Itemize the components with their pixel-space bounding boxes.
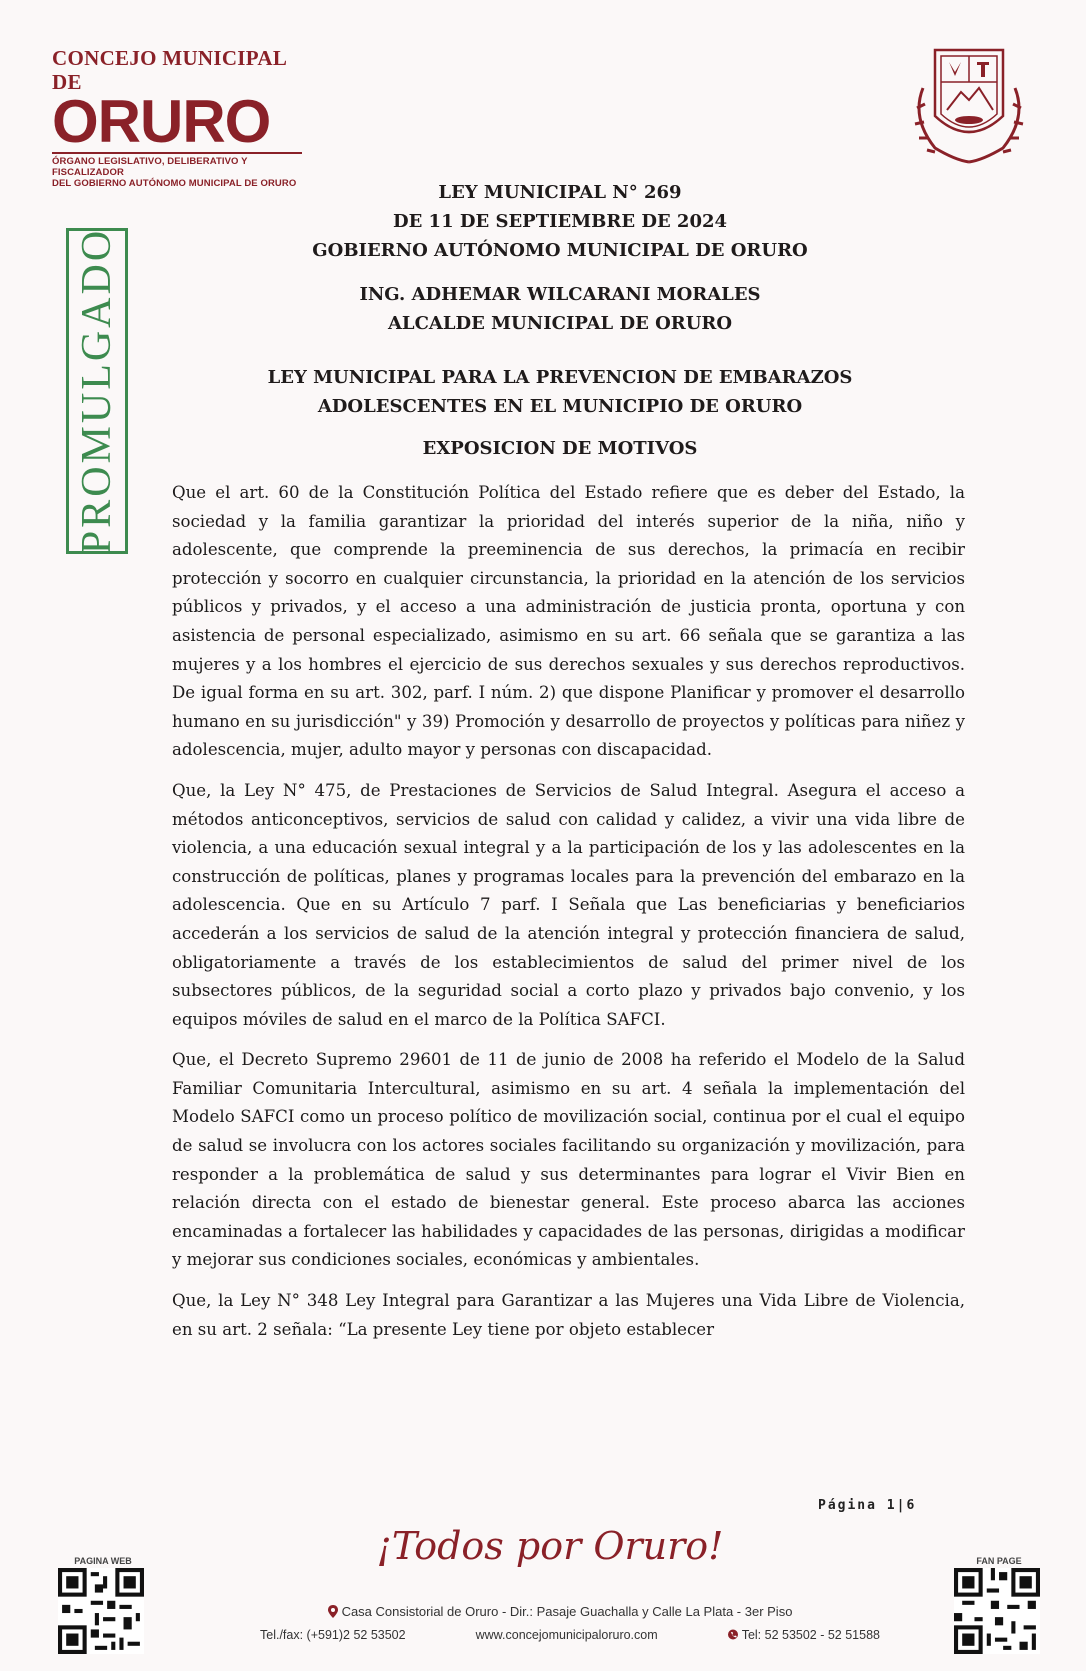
law-title-line-1: LEY MUNICIPAL PARA LA PREVENCION DE EMBARAZOS	[267, 367, 853, 388]
stamp-text: PROMULGADO	[74, 227, 120, 555]
government-name: GOBIERNO AUTÓNOMO MUNICIPAL DE ORURO	[312, 240, 808, 261]
phone-icon	[728, 1628, 738, 1641]
website-link[interactable]: www.concejomunicipaloruro.com	[475, 1628, 658, 1642]
mayor-name: ING. ADHEMAR WILCARANI MORALES	[359, 284, 761, 305]
law-title-line-2: ADOLESCENTES EN EL MUNICIPIO DE ORURO	[317, 396, 803, 417]
footer-contacts	[260, 1628, 880, 1642]
qr-web-label: PAGINA WEB	[74, 1556, 132, 1566]
phones-text: Tel: 52 53502 - 52 51588	[741, 1628, 880, 1642]
coat-of-arms-icon	[905, 38, 1033, 170]
mayor-title: ALCALDE MUNICIPAL DE ORURO	[387, 313, 733, 334]
qr-fanpage-label: FAN PAGE	[976, 1556, 1022, 1566]
paragraph: Que, la Ley N° 348 Ley Integral para Garantizar a las Mujeres una Vida Libre de Violencia, en su art. 2 señala: “La presente Ley tiene por objeto establecer	[172, 1291, 965, 1339]
document-body	[172, 479, 965, 1356]
phone-fax: Tel./fax: (+591)2 52 53502	[260, 1628, 406, 1642]
law-number: LEY MUNICIPAL N° 269	[438, 182, 682, 203]
footer-address	[300, 1604, 820, 1619]
mayor-block	[170, 280, 950, 338]
paragraph: Que el art. 60 de la Constitución Política del Estado refiere que es deber del Estado, la sociedad y la familia garantizar la prioridad del interés superior de la niña, niño y adolescente, que comprende la preeminencia de sus derechos, la primacía en recibir protección y socorro en cualquier circunstancia, la prioridad en la atención de los servicios públicos y privados, y el acceso a una administración de justicia pronta, oportuna y con asistencia de personal especializado, asimismo en su art. 66 señala que se garantiza a las mujeres y a los hombres el ejercicio de sus derechos sexuales y sus derechos reproductivos. De igual forma en su art. 302, parf. I núm. 2) que dispone Planificar y promover el desarrollo humano en su jurisdicción" y 39) Promoción y desarrollo de proyectos y políticas para niñez y adolescencia, mujer, adulto mayor y personas con discapacidad.	[172, 483, 965, 760]
logo-city-name: ORURO	[52, 88, 271, 155]
qr-code-icon	[58, 1568, 144, 1654]
council-logo	[52, 46, 302, 189]
section-heading: EXPOSICION DE MOTIVOS	[422, 438, 698, 459]
qr-fanpage	[954, 1556, 1044, 1658]
logo-subtitle-2: DEL GOBIERNO AUTÓNOMO MUNICIPAL DE ORURO	[52, 178, 297, 189]
qr-web	[58, 1556, 148, 1658]
law-header	[170, 178, 950, 265]
law-date: DE 11 DE SEPTIEMBRE DE 2024	[392, 211, 728, 232]
logo-subtitle-1: ÓRGANO LEGISLATIVO, DELIBERATIVO Y FISCALIZADOR	[52, 152, 302, 178]
location-pin-icon	[328, 1605, 338, 1618]
address-text: Casa Consistorial de Oruro - Dir.: Pasaje Guachalla y Calle La Plata - 3er Piso	[341, 1604, 793, 1619]
phones	[728, 1628, 880, 1642]
law-title	[170, 363, 950, 421]
footer-slogan: ¡Todos por Oruro!	[376, 1524, 724, 1568]
qr-code-icon	[954, 1568, 1040, 1654]
promulgado-stamp	[66, 228, 128, 554]
page-number: Página 1|6	[818, 1498, 917, 1513]
paragraph: Que, el Decreto Supremo 29601 de 11 de junio de 2008 ha referido el Modelo de la Salud Familiar Comunitaria Intercultural, asimismo en su art. 4 señala la implementación del Modelo SAFCI como un proceso político de movilización social, continua por el cual el equipo de salud se involucra con los actores sociales facilitando su organización y movilización, para responder a la problemática de salud y sus determinantes para lograr el Vivir Bien en relación directa con el estado de bienestar general. Este proceso abarca las acciones encaminadas a fortalecer las habilidades y capacidades de las personas, dirigidas a modificar y mejorar sus condiciones sociales, económicas y ambientales.	[172, 1050, 965, 1270]
logo-council-line: CONCEJO MUNICIPAL DE	[52, 46, 286, 94]
paragraph: Que, la Ley N° 475, de Prestaciones de Servicios de Salud Integral. Asegura el acceso a métodos anticonceptivos, servicios de salud con calidad y calidez, a vivir una vida libre de violencia, a una educación sexual integral y a la participación de los y las adolescentes en la construcción de políticas, planes y programas locales para la prevención del embarazo en la adolescencia. Que en su Artículo 7 parf. I Señala que Las beneficiarias y beneficiarios accederán a los servicios de salud de la atención integral y protección financiera de salud, obligatoriamente a través de los establecimientos de salud del primer nivel de los subsectores públicos, de la seguridad social a corto plazo y privados bajo convenio, y los equipos móviles de salud en el marco de la Política SAFCI.	[172, 780, 965, 1029]
